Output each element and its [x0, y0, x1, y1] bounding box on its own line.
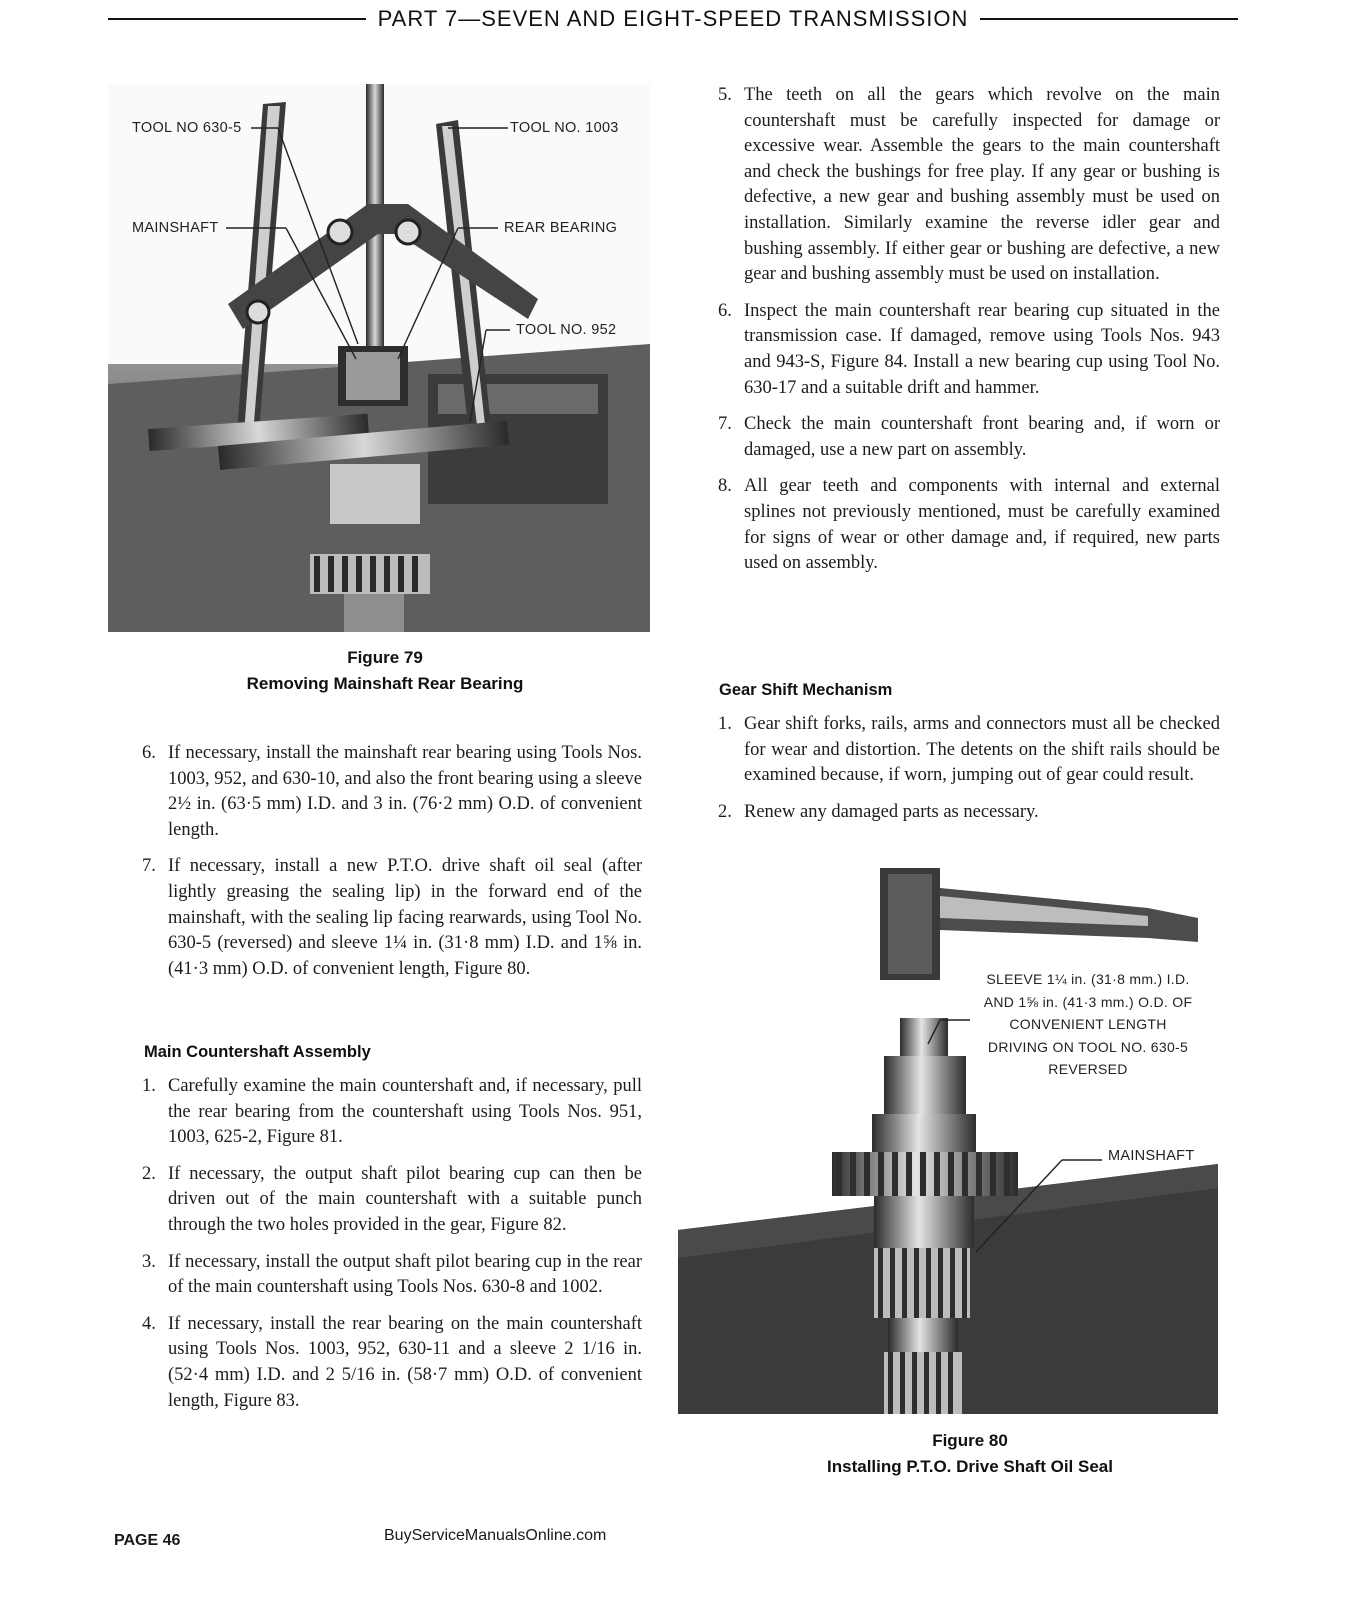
list-item: 7. Check the main countershaft front bearing and, if worn or damaged, use a new part on assembly.: [718, 414, 1220, 460]
list-item: 4. If necessary, install the rear bearing on the main countershaft using Tools Nos. 1003, 952, 630-11 and a sleeve 2 1/16 in. (52·4 mm) I.D. and 2 5/16 in. (58·7 mm) O.D. of convenient length, Figure 83.: [142, 1313, 642, 1411]
callout-sleeve-line-3: CONVENIENT LENGTH: [1009, 1016, 1167, 1032]
callout-sleeve-line-1: SLEEVE 1¼ in. (31·8 mm.) I.D.: [986, 971, 1190, 987]
callout-tool-630-5: TOOL NO 630-5: [132, 120, 242, 136]
figure-79-photo: [108, 84, 650, 632]
figure-79-number: Figure 79: [347, 648, 423, 667]
list-item: 7. If necessary, install a new P.T.O. drive shaft oil seal (after lightly greasing the sealing lip) in the forward end of the mainshaft, with the sealing lip facing rearwards, using Tool No. 630-5 (reversed) and sleeve 1¼ in. (31·8 mm) I.D. and 1⅝ in. (41·3 mm) O.D. of convenient length, Figure 80.: [142, 856, 642, 979]
list-item: 2. If necessary, the output shaft pilot bearing cup can then be driven out of the main countershaft with a suitable punch through the two holes provided in the gear, Figure 82.: [142, 1163, 642, 1235]
list-item: 6. If necessary, install the mainshaft rear bearing using Tools Nos. 1003, 952, and 630-10, and also the front bearing using a sleeve 2½ in. (63·5 mm) I.D. and 3 in. (76·2 mm) O.D. of convenient length.: [142, 743, 642, 840]
callout-sleeve-line-2: AND 1⅝ in. (41·3 mm.) O.D. OF: [983, 993, 1193, 1010]
heading-gear-shift: Gear Shift Mechanism: [719, 681, 893, 699]
callout-tool-1003: TOOL NO. 1003: [510, 120, 619, 136]
figure-79-illustration: [108, 84, 650, 632]
list-item: 1. Gear shift forks, rails, arms and connectors must all be checked for wear and distortion. The detents on the shift rails should be examined because, if worn, jumping out of gear could result.: [718, 714, 1220, 786]
gear-shift-list: [710, 712, 1220, 836]
list-item: 5. The teeth on all the gears which revolve on the main countershaft must be carefully inspected for damage or excessive wear. Assemble the gears to the main countershaft and check the bushings for free play. If any gear or bushing is defective, a new gear and bushing assembly must be used on installation. Similarly examine the reverse idler gear and bushing assembly. If either gear or bushing are defective, a new gear and bushing assembly must be used on installation.: [718, 85, 1220, 285]
list-item: 2. Renew any damaged parts as necessary.: [718, 801, 1039, 822]
site-watermark: BuyServiceManualsOnline.com: [384, 1527, 607, 1544]
callout-sleeve-line-5: REVERSED: [1048, 1061, 1128, 1077]
callout-mainshaft-80: MAINSHAFT: [1108, 1148, 1195, 1164]
list-item: 3. If necessary, install the output shaft pilot bearing cup in the rear of the main countershaft using Tools Nos. 630-8 and 1002.: [142, 1251, 642, 1298]
main-countershaft-list: [134, 1074, 642, 1425]
list-item: 1. Carefully examine the main countershaft and, if necessary, pull the rear bearing from the countershaft using Tools Nos. 951, 1003, 625-2, Figure 81.: [142, 1076, 642, 1148]
figure-79-caption: [110, 645, 660, 697]
figure-80-photo: [678, 868, 1218, 1414]
figure-80-caption: [700, 1428, 1240, 1480]
callout-sleeve-block: [968, 968, 1208, 1081]
header-rule-right: [980, 18, 1238, 20]
callout-sleeve-line-4: DRIVING ON TOOL NO. 630-5: [987, 1038, 1189, 1055]
figure-80-title: Installing P.T.O. Drive Shaft Oil Seal: [827, 1457, 1113, 1476]
list-item: 6. Inspect the main countershaft rear bearing cup situated in the transmission case. If damaged, remove using Tools Nos. 943 and 943-S, Figure 84. Install a new bearing cup using Tool No. 630-17 and a suitable drift and hammer.: [718, 300, 1220, 398]
callout-tool-952: TOOL NO. 952: [516, 322, 617, 338]
page-title: PART 7—SEVEN AND EIGHT-SPEED TRANSMISSION: [377, 6, 969, 31]
page-header: [108, 4, 1238, 34]
figure-80-number: Figure 80: [932, 1431, 1008, 1450]
left-procedure-list: [134, 741, 642, 993]
figure-80-illustration: [678, 868, 1218, 1414]
list-item: 8. All gear teeth and components with internal and external splines not previously mentioned, must be carefully examined for signs of wear or other damage and, if required, new parts used on assembly.: [718, 476, 1220, 574]
callout-mainshaft: MAINSHAFT: [132, 220, 219, 236]
figure-79-title: Removing Mainshaft Rear Bearing: [246, 674, 524, 693]
callout-rear-bearing: REAR BEARING: [504, 220, 618, 236]
heading-main-countershaft: Main Countershaft Assembly: [144, 1043, 371, 1061]
page-number: PAGE 46: [114, 1532, 181, 1549]
header-rule-left: [108, 18, 366, 20]
right-procedure-list: [710, 83, 1220, 588]
